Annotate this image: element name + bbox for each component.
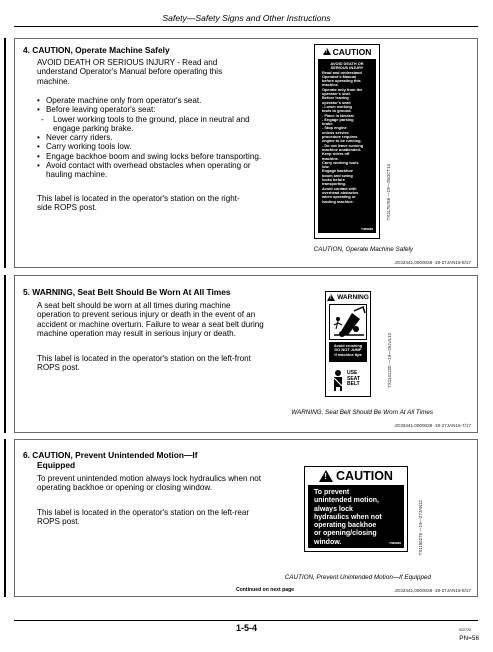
label-line: engine to be running. <box>322 138 362 144</box>
tipping-machine-icon <box>330 305 368 339</box>
label-black-panel <box>318 59 376 233</box>
label-line: To prevent <box>314 489 350 496</box>
section-box-4 <box>14 38 478 268</box>
bullet-list <box>37 96 265 180</box>
section-paragraph: A seat belt should be worn at all times during machine operation to prevent serious injury or death in the event of an accident or machine overturn. Failure to wear a seat belt during machine operation may result in serious injury or death. <box>37 301 264 338</box>
list-item: • Before leaving operator's seat: <box>37 105 265 114</box>
figure-code: TX1141220 —19—25JUL13 <box>387 333 392 388</box>
label-black-panel <box>329 342 367 362</box>
label-line: - Engage parking <box>322 116 354 122</box>
section-box-6 <box>14 439 478 597</box>
label-text-block <box>322 62 372 204</box>
label-line: boom and swing <box>322 172 353 178</box>
label-line: brake. <box>322 121 334 127</box>
label-line: Carry working tools <box>322 159 359 165</box>
label-line: Keep riders off <box>322 151 350 157</box>
change-bar <box>4 275 6 433</box>
label-line: tools to ground. <box>322 108 352 114</box>
tipping-machine-pictogram <box>329 304 367 340</box>
label-line: - Stop engine <box>322 125 347 131</box>
label-line: operator's seat. <box>322 91 351 97</box>
seat-belt-panel <box>329 364 367 395</box>
pn-number: PN=56 <box>459 635 479 642</box>
section-paragraph: To prevent unintended motion always lock hydraulics when not operating backhoe or opening or closing window. <box>37 474 262 493</box>
page-number: 1-5-4 <box>235 623 257 633</box>
label-line: Before leaving <box>322 95 349 101</box>
list-item: • Carry working tools low. <box>37 142 265 151</box>
label-line: SERIOUS INJURY <box>330 65 364 71</box>
label-line: procedure requires <box>322 134 358 140</box>
label-line: - Place in Neutral. <box>322 112 355 118</box>
label-line: - Do not leave running <box>322 142 364 148</box>
warning-triangle-icon <box>323 48 331 55</box>
label-line: hauling machine. <box>322 198 354 204</box>
figure-caption: CAUTION, Prevent Unintended Motion—If Equipped <box>284 574 431 581</box>
label-line: - Lower working <box>322 103 352 109</box>
label-line: unintended motion, <box>314 497 379 505</box>
label-header: ! CAUTION <box>315 45 379 58</box>
section-heading: 5. WARNING, Seat Belt Should Be Worn At All Times <box>23 287 231 297</box>
section-heading-cont: Equipped <box>37 460 76 470</box>
label-line: machine unattended. <box>322 146 361 152</box>
footer-rule <box>14 620 478 621</box>
label-line: operator's seat: <box>322 99 352 105</box>
label-line: Operator's Manual <box>322 73 357 79</box>
label-line: machine. <box>322 155 339 161</box>
figure-caption: CAUTION, Operate Machine Safely <box>313 246 413 253</box>
label-line: locks before <box>322 177 345 183</box>
label-line: operating backhoe <box>314 522 377 530</box>
label-line: overhead obstacles <box>322 189 359 195</box>
seat-belt-person-icon <box>332 369 344 391</box>
seat-belt-text: USE SEAT BELT <box>347 369 360 388</box>
doc-code: JG33441,0000028 -19-27JAN16-8/17 <box>394 588 471 593</box>
warning-label-image <box>325 291 371 397</box>
warning-triangle-icon <box>327 294 335 301</box>
continued-on-next-page: Continued on next page <box>236 587 295 593</box>
label-line: AVOID DEATH OR <box>330 61 364 66</box>
change-bar <box>4 439 6 597</box>
location-text: This label is located in the operator's station on the left-front ROPS post. <box>37 354 251 373</box>
label-line: Engage backhoe <box>322 168 353 174</box>
warning-triangle-icon <box>319 470 333 482</box>
list-item: • Never carry riders. <box>37 133 265 142</box>
label-header: ! WARNING <box>326 292 370 303</box>
figure-code: TX1175768 —19—25OCT14 <box>386 164 391 221</box>
list-item: - Lower working tools to the ground, place in neutral and engage parking brake. <box>37 115 265 134</box>
footer-code: 022720 <box>459 628 471 632</box>
label-line: if machine tips <box>334 351 362 357</box>
label-line: unless service <box>322 129 349 135</box>
label-line: Read and understand <box>322 69 362 75</box>
section-heading: 4. CAUTION, Operate Machine Safely <box>23 45 170 55</box>
label-line: machine. <box>322 82 339 88</box>
label-header: ! CAUTION <box>305 467 407 484</box>
section-heading: 6. CAUTION, Prevent Unintended Motion—If <box>23 450 198 460</box>
figure-caption: WARNING, Seat Belt Should Be Worn At All Times <box>291 409 433 416</box>
list-item: • Engage backhoe boom and swing locks before transporting. <box>37 152 265 161</box>
label-line: Operate only from the <box>322 86 363 92</box>
list-item: • Avoid contact with overhead obstacles when operating or hauling machine. <box>37 161 265 180</box>
header-rule <box>14 26 478 27</box>
change-bar <box>4 38 6 268</box>
label-line: Avoid crushing <box>333 343 363 348</box>
label-line: or opening/closing <box>314 530 377 538</box>
doc-code: JG33441,0000028 -19-27JAN16-8/17 <box>394 260 471 265</box>
label-line: hydraulics when not <box>314 513 382 521</box>
label-line: before operating this <box>322 78 361 84</box>
label-line: transporting. <box>322 181 346 187</box>
label-line: when operating or <box>322 194 356 200</box>
caution-label-image <box>314 44 380 239</box>
section-box-5 <box>14 275 478 433</box>
page-header-title: Safety—Safety Signs and Other Instructions <box>162 13 331 23</box>
location-text: This label is located in the operator's station on the right-side ROPS post. <box>37 194 240 213</box>
label-line: DO NOT JUMP <box>334 347 362 353</box>
figure-code: TX1150276 —19—27JAN12 <box>418 500 423 556</box>
label-part-number: T389988 <box>361 226 373 231</box>
label-line: Avoid contact with <box>322 185 357 191</box>
section-intro: AVOID DEATH OR SERIOUS INJURY - Read and understand Operator's Manual before operating this machine. <box>37 58 223 86</box>
label-line: low. <box>322 164 330 170</box>
doc-code: JG33441,0000028 -19-27JAN16-7/17 <box>394 423 471 428</box>
location-text: This label is located in the operator's station on the left-rear ROPS post. <box>37 508 250 527</box>
list-item: • Operate machine only from operator's seat. <box>37 96 265 105</box>
label-line: window. <box>314 538 342 546</box>
label-black-panel <box>308 485 404 548</box>
caution-label-image <box>304 466 408 552</box>
label-line: always lock <box>314 505 353 513</box>
label-part-number: T389989 <box>389 540 401 545</box>
